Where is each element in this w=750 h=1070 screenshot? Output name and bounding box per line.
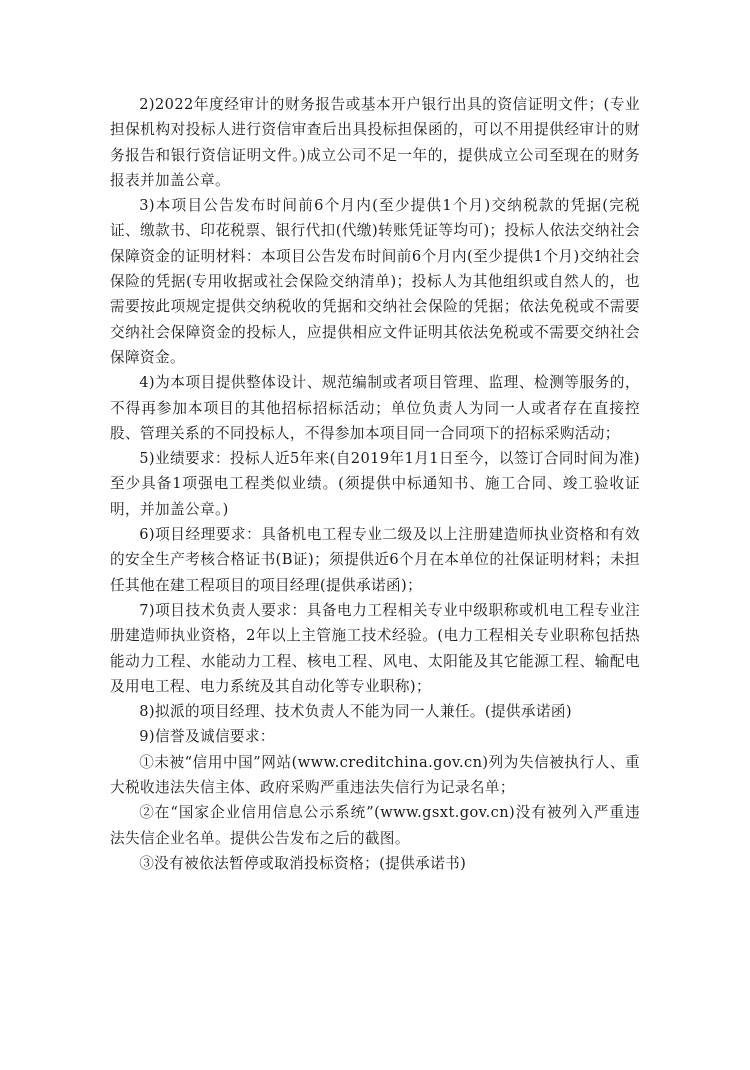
paragraph-financial-report: 2)2022年度经审计的财务报告或基本开户银行出具的资信证明文件；(专业担保机构对投标人进行资信审查后出具投标担保函的，可以不用提供经审计的财务报告和银行资信证明文件。)成立公司不足一年的，提供成立公司至现在的财务报表并加盖公章。 xyxy=(110,96,640,189)
paragraph-bid-qualification: ③没有被依法暂停或取消投标资格；(提供承诺书) xyxy=(139,854,467,872)
paragraph-credit-heading: 9)信誉及诚信要求： xyxy=(139,728,275,746)
paragraph-gsxt: ②在“国家企业信用信息公示系统”(www.gsxt.gov.cn)没有被列入严重违法失信企业名单。提供公告发布之后的截图。 xyxy=(110,804,640,847)
paragraph-credit-china: ①未被“信用中国”网站(www.creditchina.gov.cn)列为失信被执行人、重大税收违法失信主体、政府采购严重违法失信行为记录名单； xyxy=(110,753,640,797)
paragraph-technical-lead: 7)项目技术负责人要求：具备电力工程相关专业中级职称或机电工程专业注册建造师执业资格，2年以上主管施工技术经验。(电力工程相关专业职称包括热能动力工程、水能动力工程、核电工程、风电、太阳能及其它能源工程、输配电及用电工程、电力系统及其自动化等专业职称)； xyxy=(110,601,640,695)
paragraph-project-manager: 6)项目经理要求：具备机电工程专业二级及以上注册建造师执业资格和有效的安全生产考核合格证书(B证)；须提供近6个月在本单位的社保证明材料；未担任其他在建工程项目的项目经理(提供承诺函)； xyxy=(110,526,640,594)
paragraph-performance-requirement: 5)业绩要求：投标人近5年来(自2019年1月1日至今，以签订合同时间为准)至少具备1项强电工程类似业绩。(须提供中标通知书、施工合同、竣工验收证明，并加盖公章。) xyxy=(110,450,640,518)
paragraph-no-dual-role: 8)拟派的项目经理、技术负责人不能为同一人兼任。(提供承诺函) xyxy=(139,703,572,721)
paragraph-conflict-of-interest: 4)为本项目提供整体设计、规范编制或者项目管理、监理、检测等服务的，不得再参加本项目的其他招标招标活动；单位负责人为同一人或者存在直接控股、管理关系的不同投标人，不得参加本项目同一合同项下的招标采购活动； xyxy=(110,374,640,442)
document-body xyxy=(110,92,640,876)
paragraph-tax-social-security: 3)本项目公告发布时间前6个月内(至少提供1个月)交纳税款的凭据(完税证、缴款书、印花税票、银行代扣(代缴)转账凭证等均可)；投标人依法交纳社会保障资金的证明材料：本项目公告发布时间前6个月内(至少提供1个月)交纳社会保险的凭据(专用收据或社会保险交纳清单)；投标人为其他组织或自然人的，也需要按此项规定提供交纳税收的凭据和交纳社会保险的凭据；依法免税或不需要交纳社会保障资金的投标人，应提供相应文件证明其依法免税或不需要交纳社会保障资金。 xyxy=(110,197,640,366)
